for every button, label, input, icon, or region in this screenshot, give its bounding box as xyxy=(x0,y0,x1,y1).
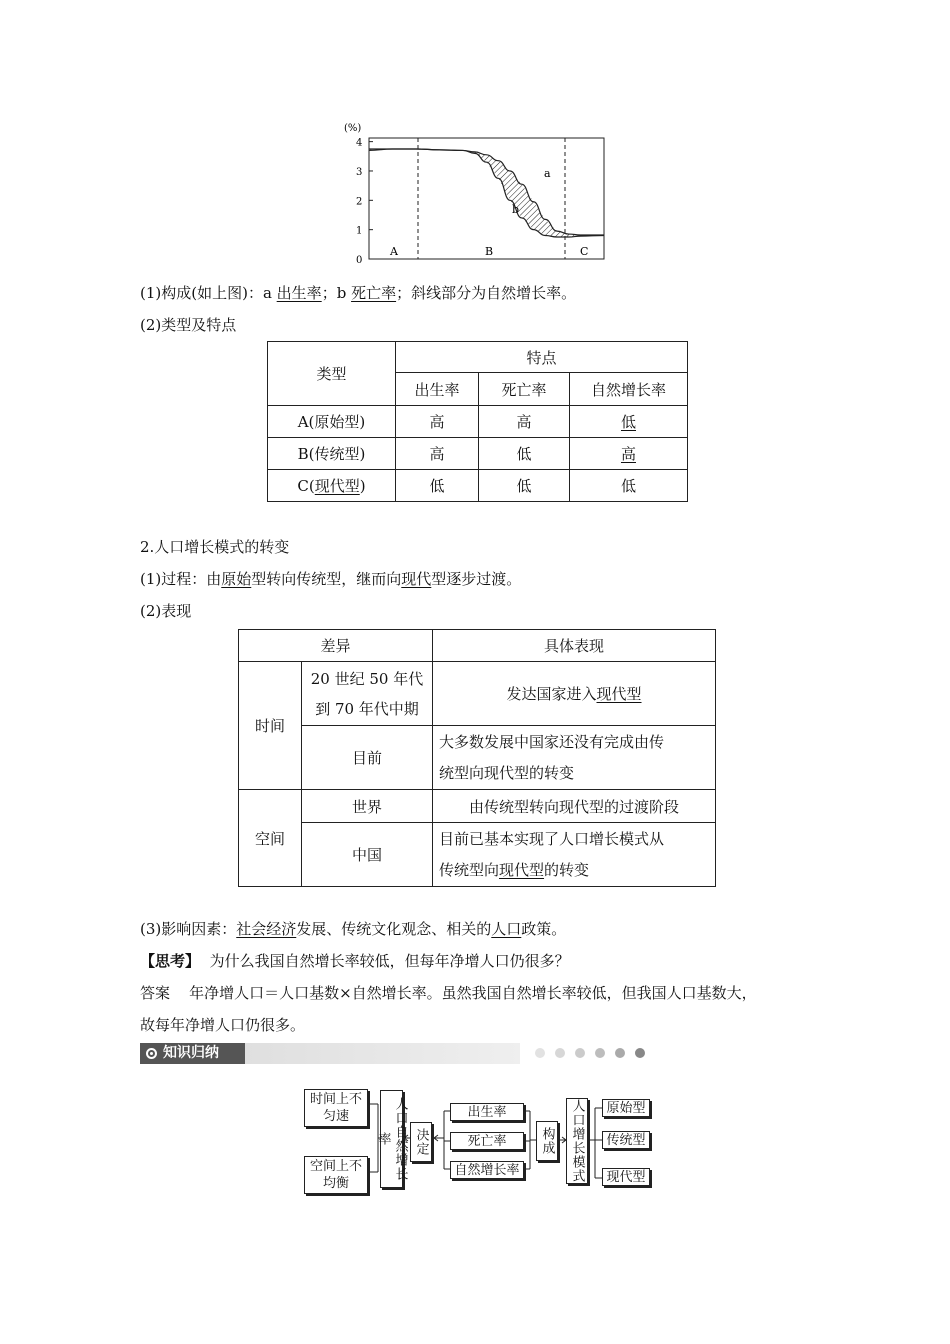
table-row: 中国 目前已基本实现了人口增长模式从 传统型向现代型的转变 xyxy=(239,823,716,887)
section-2-title: 2.人口增长模式的转变 xyxy=(140,538,290,556)
stage-label-a: A xyxy=(390,245,398,258)
space-cell: 空间 xyxy=(239,790,302,887)
diff-header: 差异 xyxy=(239,630,433,662)
table-row: C(现代型) 低 低 低 xyxy=(268,470,688,502)
growth-rate-header: 自然增长率 xyxy=(570,373,688,406)
table-row: 时间 20 世纪 50 年代 到 70 年代中期 发达国家进入现代型 xyxy=(239,662,716,726)
y-tick-label: 4 xyxy=(356,137,363,149)
death-rate-line xyxy=(369,149,604,237)
stage-label-b: B xyxy=(485,245,494,258)
unbalanced-space-box: 空间上不均衡 xyxy=(304,1156,368,1194)
y-tick-label: 2 xyxy=(356,196,363,208)
natural-growth-rate-box: 人口自然增长率 xyxy=(380,1090,403,1188)
table-row: 目前 大多数发展中国家还没有完成由传 统型向现代型的转变 xyxy=(239,726,716,790)
death-rate-box: 死亡率 xyxy=(450,1132,524,1150)
death-rate-header: 死亡率 xyxy=(479,373,570,406)
composition-line: (1)构成(如上图)：a 出生率；b 死亡率；斜线部分为自然增长率。 xyxy=(140,284,577,302)
feature-header: 特点 xyxy=(396,342,688,373)
knowledge-summary-banner: 知识归纳 xyxy=(140,1043,520,1064)
table-row: A(原始型) 高 高 低 xyxy=(268,406,688,438)
time-cell: 时间 xyxy=(239,662,302,790)
table-row: 空间 世界 由传统型转向现代型的过渡阶段 xyxy=(239,790,716,823)
circle-bullet-icon xyxy=(146,1048,157,1059)
birth-death-rate-chart xyxy=(340,118,610,268)
answer-line-1: 答案 年净增人口＝人口基数×自然增长率。虽然我国自然增长率较低，但我国人口基数大， xyxy=(140,984,757,1002)
traditional-type-box: 传统型 xyxy=(602,1131,650,1149)
modern-type-box: 现代型 xyxy=(602,1168,650,1186)
uneven-time-box: 时间上不匀速 xyxy=(304,1089,368,1127)
process-line: (1)过程：由原始型转向传统型，继而向现代型逐步过渡。 xyxy=(140,570,522,588)
y-tick-label: 1 xyxy=(356,225,363,237)
primitive-type-box: 原始型 xyxy=(602,1099,650,1117)
types-table xyxy=(267,341,688,502)
birth-rate-header: 出生率 xyxy=(396,373,479,406)
transition-table xyxy=(238,629,716,887)
determine-box: 决定 xyxy=(410,1122,432,1162)
table-row: B(传统型) 高 低 高 xyxy=(268,438,688,470)
compose-box: 构成 xyxy=(536,1121,558,1161)
decorative-dots-icon xyxy=(535,1048,650,1059)
type-header: 类型 xyxy=(268,342,396,406)
detail-header: 具体表现 xyxy=(433,630,716,662)
y-tick-label: 0 xyxy=(356,255,363,266)
y-tick-label: 3 xyxy=(356,166,363,178)
curve-label-b: b xyxy=(512,203,520,216)
stage-label-c: C xyxy=(580,245,589,258)
growth-rate-box: 自然增长率 xyxy=(450,1161,524,1179)
factors-line: (3)影响因素：社会经济发展、传统文化观念、相关的人口政策。 xyxy=(140,920,567,938)
y-unit: (%) xyxy=(344,123,362,134)
curve-label-a: a xyxy=(544,167,551,180)
performance-heading: (2)表现 xyxy=(140,602,192,620)
growth-model-box: 人口增长模式 xyxy=(566,1098,588,1184)
answer-line-2: 故每年净增人口仍很多。 xyxy=(140,1016,306,1034)
think-question: 【思考】 为什么我国自然增长率较低，但每年净增人口仍很多？ xyxy=(140,952,570,970)
birth-rate-box: 出生率 xyxy=(450,1103,524,1121)
types-heading: (2)类型及特点 xyxy=(140,316,237,334)
